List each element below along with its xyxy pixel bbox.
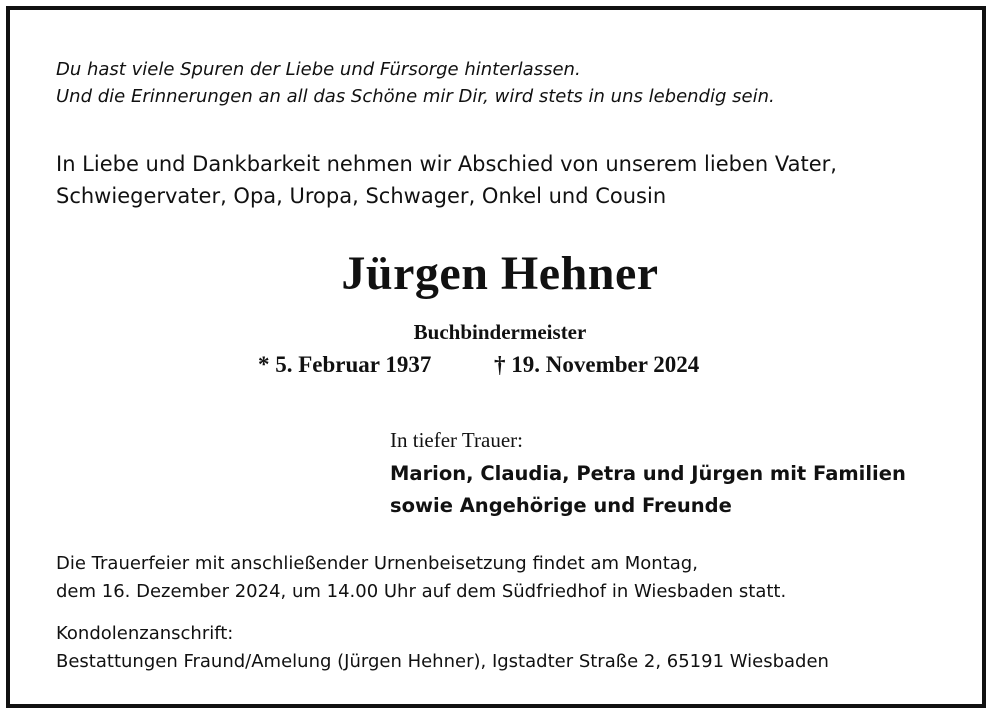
deceased-profession: Buchbindermeister [413, 320, 587, 344]
motto-line-2: Und die Erinnerungen an all das Schöne mir Dir, wird stets in uns lebendig sein. [56, 86, 775, 107]
mourners-line-1: Marion, Claudia, Petra und Jürgen mit Familien [390, 462, 906, 485]
birth-date: * 5. Februar 1937 [258, 352, 432, 377]
intro-line-1: In Liebe und Dankbarkeit nehmen wir Abschied von unserem lieben Vater, [56, 152, 837, 176]
ceremony-line-1: Die Trauerfeier mit anschließender Urnenbeisetzung findet am Montag, [56, 553, 698, 574]
obituary-notice [6, 6, 986, 708]
intro-line-2: Schwiegervater, Opa, Uropa, Schwager, Onkel und Cousin [56, 184, 667, 208]
mourners-lead: In tiefer Trauer: [390, 428, 523, 452]
condolence-address: Bestattungen Fraund/Amelung (Jürgen Hehner), Igstadter Straße 2, 65191 Wiesbaden [56, 651, 829, 672]
death-date: † 19. November 2024 [494, 352, 700, 377]
mourners-line-2: sowie Angehörige und Freunde [390, 494, 732, 517]
deceased-name: Jürgen Hehner [341, 247, 659, 300]
motto-line-1: Du hast viele Spuren der Liebe und Fürsorge hinterlassen. [56, 59, 581, 80]
condolence-label: Kondolenzanschrift: [56, 623, 234, 644]
ceremony-line-2: dem 16. Dezember 2024, um 14.00 Uhr auf dem Südfriedhof in Wiesbaden statt. [56, 581, 787, 602]
